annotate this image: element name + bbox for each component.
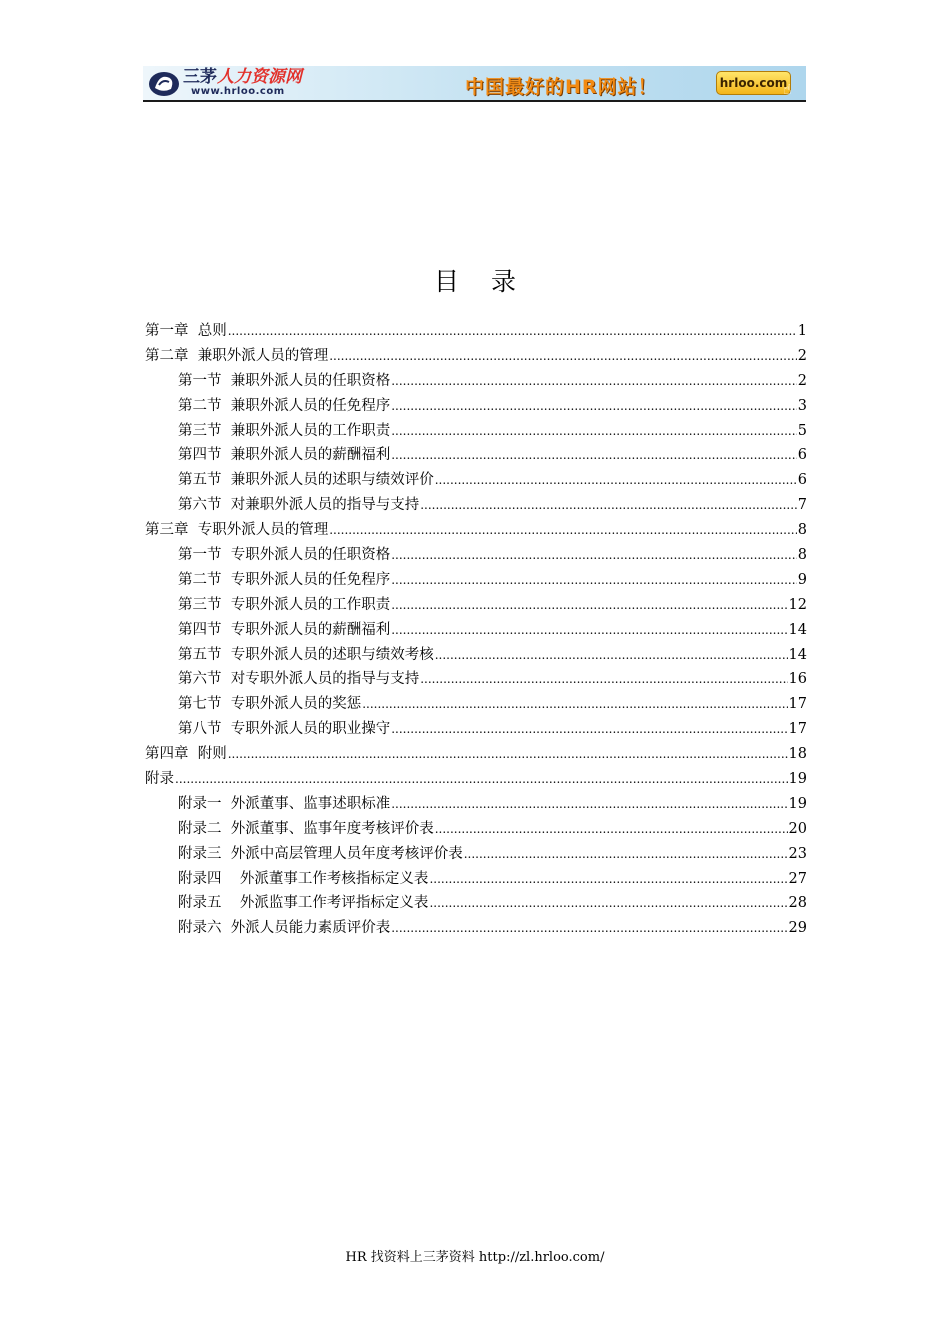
dot-leader <box>391 618 787 643</box>
toc-entry[interactable] <box>145 518 807 543</box>
dot-leader <box>391 593 787 618</box>
toc-entry-page: 2 <box>797 372 807 389</box>
toc-entry[interactable] <box>145 419 807 444</box>
toc-entry-label: 第一节 专职外派人员的任职资格 <box>178 547 391 564</box>
toc-entry[interactable] <box>145 468 807 493</box>
toc-entry-label: 附录 <box>145 771 174 788</box>
dot-leader <box>362 692 787 717</box>
hand-logo-icon <box>147 69 181 98</box>
dot-leader <box>391 369 797 394</box>
toc-entry[interactable] <box>145 568 807 593</box>
dot-leader <box>391 443 797 468</box>
toc-entry-page: 19 <box>788 771 807 788</box>
toc-entry-page: 27 <box>788 870 807 887</box>
toc-entry[interactable] <box>145 842 807 867</box>
hrloo-button[interactable]: hrloo.com <box>716 71 791 95</box>
toc-entry-page: 28 <box>788 895 807 912</box>
toc-entry-page: 7 <box>797 497 807 514</box>
toc-entry-label: 第四节 兼职外派人员的薪酬福利 <box>178 447 391 464</box>
dot-leader <box>391 916 787 941</box>
toc-entry-page: 14 <box>788 646 807 663</box>
toc-entry-label: 附录五 外派监事工作考评指标定义表 <box>178 895 429 912</box>
toc-entry-page: 2 <box>797 347 807 364</box>
toc-entry-page: 14 <box>788 621 807 638</box>
banner-slogan: 中国最好的HR网站！ <box>465 76 658 98</box>
toc-entry-label: 第二章 兼职外派人员的管理 <box>145 347 329 364</box>
toc-entry-label: 第七节 专职外派人员的奖惩 <box>178 696 362 713</box>
toc-entry-label: 第三节 专职外派人员的工作职责 <box>178 596 391 613</box>
header-banner[interactable] <box>143 66 806 102</box>
page-footer: HR 找资料上三茅资料 http://zl.hrloo.com/ <box>345 1250 605 1265</box>
dot-leader <box>391 792 787 817</box>
toc-entry[interactable] <box>145 916 807 941</box>
dot-leader <box>420 493 797 518</box>
dot-leader <box>391 543 797 568</box>
toc-title: 目 录 <box>434 267 528 296</box>
toc-entry-label: 第三章 专职外派人员的管理 <box>145 522 329 539</box>
brand-name-accent: 人力资源网 <box>217 67 302 87</box>
toc-entry-page: 19 <box>788 795 807 812</box>
toc-entry-page: 23 <box>788 845 807 862</box>
toc-entry[interactable] <box>145 443 807 468</box>
toc-entry-label: 第四节 专职外派人员的薪酬福利 <box>178 621 391 638</box>
toc-entry-label: 第五节 专职外派人员的述职与绩效考核 <box>178 646 434 663</box>
toc-entry-label: 第一章 总则 <box>145 323 227 339</box>
dot-leader <box>435 817 788 842</box>
dot-leader <box>435 643 788 668</box>
toc-entry-page: 8 <box>797 522 807 539</box>
toc-entry[interactable] <box>145 593 807 618</box>
toc-entry-page: 29 <box>788 920 807 937</box>
dot-leader <box>228 319 797 344</box>
toc-entry-page: 17 <box>788 721 807 738</box>
dot-leader <box>228 742 788 767</box>
toc-entry-label: 第六节 对专职外派人员的指导与支持 <box>178 671 420 688</box>
dot-leader <box>429 891 787 916</box>
toc-entry[interactable] <box>145 618 807 643</box>
toc-entry-page: 20 <box>788 820 807 837</box>
toc-entry[interactable] <box>145 667 807 692</box>
dot-leader <box>329 344 797 369</box>
toc-entry-label: 第五节 兼职外派人员的述职与绩效评价 <box>178 472 434 489</box>
toc-entry-label: 第四章 附则 <box>145 746 227 763</box>
toc-entry[interactable] <box>145 817 807 842</box>
dot-leader <box>435 468 797 493</box>
toc-entry[interactable] <box>145 344 807 369</box>
toc-entry-label: 第八节 专职外派人员的职业操守 <box>178 721 391 738</box>
toc-entry-label: 第二节 专职外派人员的任免程序 <box>178 571 391 588</box>
toc-entry[interactable] <box>145 692 807 717</box>
toc-entry[interactable] <box>145 767 807 792</box>
toc-entry-label: 第三节 兼职外派人员的工作职责 <box>178 422 391 439</box>
brand-name <box>183 67 302 87</box>
toc-entry-label: 第一节 兼职外派人员的任职资格 <box>178 372 391 389</box>
toc-entry-label: 附录一 外派董事、监事述职标准 <box>178 795 391 812</box>
brand-url: www.hrloo.com <box>191 86 285 97</box>
toc-entry-label: 附录四 外派董事工作考核指标定义表 <box>178 870 429 887</box>
toc-entry-page: 6 <box>797 472 807 489</box>
toc-entry[interactable] <box>145 891 807 916</box>
toc-entry[interactable] <box>145 319 807 344</box>
toc-entry-page: 18 <box>788 746 807 763</box>
pointer-hand-icon: ☝ <box>783 82 792 98</box>
dot-leader <box>175 767 788 792</box>
dot-leader <box>464 842 788 867</box>
toc-entry-label: 第六节 对兼职外派人员的指导与支持 <box>178 497 420 514</box>
toc-entry-page: 16 <box>788 671 807 688</box>
toc-entry-page: 5 <box>797 422 807 439</box>
toc-entry[interactable] <box>145 792 807 817</box>
toc-entry-label: 第二节 兼职外派人员的任免程序 <box>178 397 391 414</box>
dot-leader <box>329 518 797 543</box>
toc-entry[interactable] <box>145 394 807 419</box>
toc-entry[interactable] <box>145 493 807 518</box>
toc-entry-page: 9 <box>797 571 807 588</box>
dot-leader <box>420 667 787 692</box>
toc-entry[interactable] <box>145 543 807 568</box>
dot-leader <box>391 568 797 593</box>
toc-entry-page: 8 <box>797 547 807 564</box>
table-of-contents <box>145 319 807 941</box>
toc-entry-page: 3 <box>797 397 807 414</box>
toc-entry-page: 6 <box>797 447 807 464</box>
toc-entry[interactable] <box>145 742 807 767</box>
toc-entry[interactable] <box>145 643 807 668</box>
toc-entry-page: 17 <box>788 696 807 713</box>
toc-entry[interactable] <box>145 717 807 742</box>
toc-entry-label: 附录二 外派董事、监事年度考核评价表 <box>178 820 434 837</box>
toc-entry[interactable] <box>145 867 807 892</box>
toc-entry-page: 1 <box>797 323 807 339</box>
brand-name-main: 三茅 <box>183 67 217 87</box>
toc-entry-page: 12 <box>788 596 807 613</box>
toc-entry-label: 附录三 外派中高层管理人员年度考核评价表 <box>178 845 463 862</box>
toc-entry[interactable] <box>145 369 807 394</box>
dot-leader <box>391 394 797 419</box>
toc-entry-label: 附录六 外派人员能力素质评价表 <box>178 920 391 937</box>
dot-leader <box>391 419 797 444</box>
dot-leader <box>429 867 787 892</box>
dot-leader <box>391 717 787 742</box>
